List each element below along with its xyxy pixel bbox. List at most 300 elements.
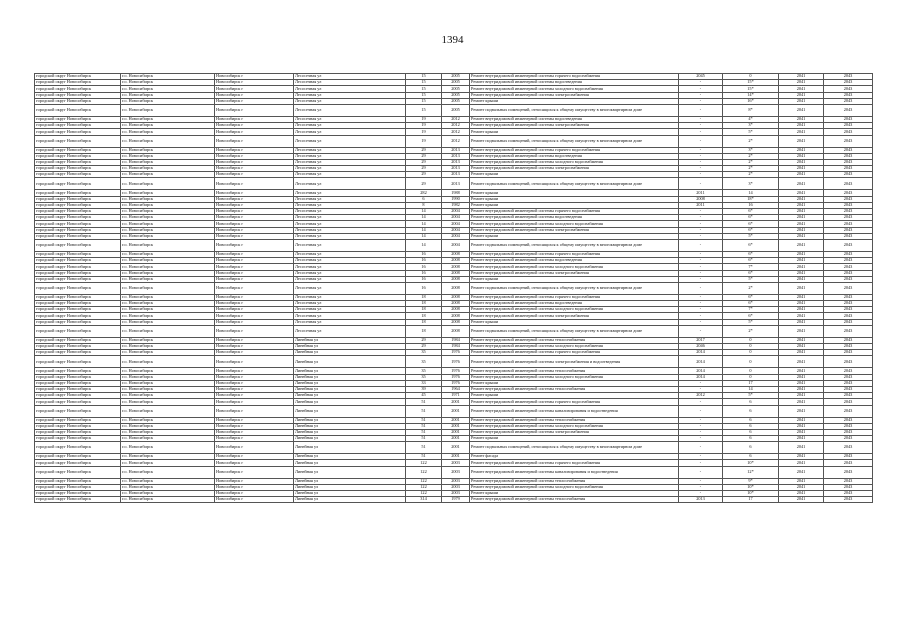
municipality-cell: городской округ Новосибирск xyxy=(35,491,121,497)
district-cell: г.о. Новосибирск xyxy=(121,319,215,325)
district-cell: г.о. Новосибирск xyxy=(121,405,215,417)
wear-cell: 16 xyxy=(723,202,779,208)
settlement-cell: Новосибирск г xyxy=(215,319,294,325)
plan-start-cell: 2041 xyxy=(779,442,824,454)
municipality-cell: городской округ Новосибирск xyxy=(35,166,121,172)
settlement-cell: Новосибирск г xyxy=(215,478,294,484)
work-type-cell: Ремонт внутридомовой инженерной системы электроснабжения xyxy=(470,123,679,129)
settlement-cell: Новосибирск г xyxy=(215,393,294,399)
plan-start-cell: 2041 xyxy=(779,202,824,208)
municipality-cell: городской округ Новосибирск xyxy=(35,233,121,239)
plan-start-cell: 2041 xyxy=(779,221,824,227)
district-cell: г.о. Новосибирск xyxy=(121,153,215,159)
work-type-cell: Ремонт внутридомовой инженерной системы горячего водоснабжения xyxy=(470,399,679,405)
house-number-cell: 29 xyxy=(406,172,442,178)
district-cell: г.о. Новосибирск xyxy=(121,393,215,399)
street-cell: Лесосечная ул xyxy=(294,74,406,80)
plan-end-cell: 2043 xyxy=(824,178,873,190)
wear-cell: 2* xyxy=(723,325,779,337)
street-cell: Линейная ул xyxy=(294,436,406,442)
wear-cell: 0 xyxy=(723,350,779,356)
municipality-cell: городской округ Новосибирск xyxy=(35,307,121,313)
house-number-cell: 29 xyxy=(406,147,442,153)
street-cell: Лесосечная ул xyxy=(294,159,406,165)
plan-start-cell: 2041 xyxy=(779,251,824,257)
settlement-cell: Новосибирск г xyxy=(215,491,294,497)
street-cell: Лесосечная ул xyxy=(294,166,406,172)
last-repair-year-cell: - xyxy=(679,209,723,215)
work-type-cell: Ремонт внутридомовой инженерной системы теплоснабжения xyxy=(470,497,679,503)
plan-end-cell: 2043 xyxy=(824,227,873,233)
district-cell: г.о. Новосибирск xyxy=(121,215,215,221)
wear-cell: 10* xyxy=(723,484,779,490)
last-repair-year-cell: - xyxy=(679,153,723,159)
build-year-cell: 2013 xyxy=(442,159,470,165)
plan-end-cell: 2043 xyxy=(824,251,873,257)
plan-start-cell: 2041 xyxy=(779,80,824,86)
plan-start-cell: 2041 xyxy=(779,233,824,239)
street-cell: Лесосечная ул xyxy=(294,270,406,276)
table-row xyxy=(35,282,873,294)
street-cell: Лесосечная ул xyxy=(294,92,406,98)
wear-cell: 12* xyxy=(723,466,779,478)
settlement-cell: Новосибирск г xyxy=(215,337,294,343)
municipality-cell: городской округ Новосибирск xyxy=(35,172,121,178)
plan-start-cell: 2041 xyxy=(779,178,824,190)
settlement-cell: Новосибирск г xyxy=(215,307,294,313)
settlement-cell: Новосибирск г xyxy=(215,215,294,221)
wear-cell: 7* xyxy=(723,307,779,313)
street-cell: Линейная ул xyxy=(294,368,406,374)
plan-end-cell: 2043 xyxy=(824,368,873,374)
plan-start-cell: 2041 xyxy=(779,423,824,429)
wear-cell: 10* xyxy=(723,491,779,497)
house-number-cell: 15 xyxy=(406,92,442,98)
plan-start-cell: 2041 xyxy=(779,264,824,270)
plan-end-cell: 2043 xyxy=(824,307,873,313)
work-type-cell: Ремонт внутридомовой инженерной системы электроснабжения xyxy=(470,166,679,172)
plan-start-cell: 2041 xyxy=(779,344,824,350)
work-type-cell: Ремонт подвальных помещений, относящихся к общему имуществу в многоквартирном доме xyxy=(470,282,679,294)
last-repair-year-cell: 2014 xyxy=(679,356,723,368)
wear-cell: 17 xyxy=(723,497,779,503)
house-number-cell: 51 xyxy=(406,399,442,405)
street-cell: Лесосечная ул xyxy=(294,209,406,215)
wear-cell: 14* xyxy=(723,92,779,98)
build-year-cell: 2001 xyxy=(442,436,470,442)
street-cell: Линейная ул xyxy=(294,417,406,423)
house-number-cell: 122 xyxy=(406,460,442,466)
street-cell: Лесосечная ул xyxy=(294,147,406,153)
wear-cell: 6* xyxy=(723,251,779,257)
settlement-cell: Новосибирск г xyxy=(215,454,294,460)
build-year-cell: 2004 xyxy=(442,209,470,215)
house-number-cell: 122 xyxy=(406,491,442,497)
municipality-cell: городской округ Новосибирск xyxy=(35,380,121,386)
settlement-cell: Новосибирск г xyxy=(215,221,294,227)
settlement-cell: Новосибирск г xyxy=(215,301,294,307)
table-row xyxy=(35,325,873,337)
house-number-cell: 29 xyxy=(406,337,442,343)
plan-start-cell: 2041 xyxy=(779,166,824,172)
plan-start-cell: 2041 xyxy=(779,497,824,503)
work-type-cell: Ремонт внутридомовой инженерной системы водоотведения xyxy=(470,215,679,221)
municipality-cell: городской округ Новосибирск xyxy=(35,215,121,221)
district-cell: г.о. Новосибирск xyxy=(121,325,215,337)
wear-cell: 2* xyxy=(723,159,779,165)
build-year-cell: 1984 xyxy=(442,344,470,350)
district-cell: г.о. Новосибирск xyxy=(121,98,215,104)
municipality-cell: городской округ Новосибирск xyxy=(35,178,121,190)
street-cell: Лесосечная ул xyxy=(294,104,406,116)
last-repair-year-cell: - xyxy=(679,307,723,313)
work-type-cell: Ремонт внутридомовой инженерной системы теплоснабжения xyxy=(470,337,679,343)
house-number-cell: 18 xyxy=(406,301,442,307)
wear-cell: 5* xyxy=(723,276,779,282)
municipality-cell: городской округ Новосибирск xyxy=(35,159,121,165)
wear-cell: 17 xyxy=(723,380,779,386)
house-number-cell: 16 xyxy=(406,276,442,282)
build-year-cell: 1982 xyxy=(442,202,470,208)
build-year-cell: 1976 xyxy=(442,374,470,380)
plan-end-cell: 2043 xyxy=(824,294,873,300)
municipality-cell: городской округ Новосибирск xyxy=(35,374,121,380)
settlement-cell: Новосибирск г xyxy=(215,276,294,282)
work-type-cell: Ремонт крыши xyxy=(470,98,679,104)
street-cell: Лесосечная ул xyxy=(294,251,406,257)
street-cell: Лесосечная ул xyxy=(294,239,406,251)
wear-cell: 5* xyxy=(723,393,779,399)
house-number-cell: 314 xyxy=(406,497,442,503)
plan-end-cell: 2043 xyxy=(824,264,873,270)
settlement-cell: Новосибирск г xyxy=(215,227,294,233)
street-cell: Линейная ул xyxy=(294,460,406,466)
build-year-cell: 2012 xyxy=(442,129,470,135)
district-cell: г.о. Новосибирск xyxy=(121,104,215,116)
district-cell: г.о. Новосибирск xyxy=(121,454,215,460)
plan-end-cell: 2043 xyxy=(824,337,873,343)
plan-end-cell: 2043 xyxy=(824,258,873,264)
last-repair-year-cell: - xyxy=(679,129,723,135)
municipality-cell: городской округ Новосибирск xyxy=(35,460,121,466)
street-cell: Лесосечная ул xyxy=(294,301,406,307)
last-repair-year-cell: 2012 xyxy=(679,393,723,399)
repair-schedule-table-wrap xyxy=(34,73,872,503)
wear-cell: 6 xyxy=(723,399,779,405)
plan-start-cell: 2041 xyxy=(779,227,824,233)
last-repair-year-cell: - xyxy=(679,159,723,165)
street-cell: Линейная ул xyxy=(294,405,406,417)
last-repair-year-cell: - xyxy=(679,282,723,294)
plan-start-cell: 2041 xyxy=(779,399,824,405)
wear-cell: 6 xyxy=(723,417,779,423)
build-year-cell: 2004 xyxy=(442,233,470,239)
district-cell: г.о. Новосибирск xyxy=(121,209,215,215)
settlement-cell: Новосибирск г xyxy=(215,209,294,215)
last-repair-year-cell: - xyxy=(679,423,723,429)
house-number-cell: 122 xyxy=(406,484,442,490)
plan-start-cell: 2041 xyxy=(779,86,824,92)
last-repair-year-cell: - xyxy=(679,215,723,221)
municipality-cell: городской округ Новосибирск xyxy=(35,202,121,208)
last-repair-year-cell: - xyxy=(679,399,723,405)
district-cell: г.о. Новосибирск xyxy=(121,436,215,442)
settlement-cell: Новосибирск г xyxy=(215,258,294,264)
municipality-cell: городской округ Новосибирск xyxy=(35,399,121,405)
last-repair-year-cell: - xyxy=(679,276,723,282)
house-number-cell: 18 xyxy=(406,294,442,300)
last-repair-year-cell: - xyxy=(679,135,723,147)
municipality-cell: городской округ Новосибирск xyxy=(35,147,121,153)
work-type-cell: Ремонт крыши xyxy=(470,172,679,178)
district-cell: г.о. Новосибирск xyxy=(121,417,215,423)
municipality-cell: городской округ Новосибирск xyxy=(35,239,121,251)
municipality-cell: городской округ Новосибирск xyxy=(35,436,121,442)
build-year-cell: 1979 xyxy=(442,497,470,503)
municipality-cell: городской округ Новосибирск xyxy=(35,466,121,478)
house-number-cell: 14 xyxy=(406,215,442,221)
plan-start-cell: 2041 xyxy=(779,393,824,399)
house-number-cell: 19 xyxy=(406,129,442,135)
plan-end-cell: 2043 xyxy=(824,356,873,368)
last-repair-year-cell: - xyxy=(679,116,723,122)
build-year-cell: 2003 xyxy=(442,491,470,497)
district-cell: г.о. Новосибирск xyxy=(121,74,215,80)
work-type-cell: Ремонт внутридомовой инженерной системы холодного водоснабжения xyxy=(470,86,679,92)
table-body xyxy=(35,74,873,503)
build-year-cell: 2008 xyxy=(442,319,470,325)
municipality-cell: городской округ Новосибирск xyxy=(35,301,121,307)
street-cell: Лесосечная ул xyxy=(294,80,406,86)
build-year-cell: 2013 xyxy=(442,166,470,172)
build-year-cell: 2008 xyxy=(442,276,470,282)
district-cell: г.о. Новосибирск xyxy=(121,313,215,319)
build-year-cell: 1990 xyxy=(442,196,470,202)
municipality-cell: городской округ Новосибирск xyxy=(35,356,121,368)
build-year-cell: 2005 xyxy=(442,86,470,92)
plan-end-cell: 2043 xyxy=(824,215,873,221)
last-repair-year-cell: - xyxy=(679,301,723,307)
work-type-cell: Ремонт внутридомовой инженерной системы холодного водоснабжения xyxy=(470,484,679,490)
settlement-cell: Новосибирск г xyxy=(215,166,294,172)
build-year-cell: 2013 xyxy=(442,172,470,178)
build-year-cell: 2008 xyxy=(442,264,470,270)
street-cell: Лесосечная ул xyxy=(294,264,406,270)
last-repair-year-cell: - xyxy=(679,258,723,264)
plan-end-cell: 2043 xyxy=(824,497,873,503)
house-number-cell: 16 xyxy=(406,258,442,264)
street-cell: Линейная ул xyxy=(294,466,406,478)
district-cell: г.о. Новосибирск xyxy=(121,350,215,356)
build-year-cell: 2013 xyxy=(442,153,470,159)
work-type-cell: Ремонт внутридомовой инженерной системы холодного водоснабжения xyxy=(470,374,679,380)
build-year-cell: 1964 xyxy=(442,386,470,392)
work-type-cell: Ремонт внутридомовой инженерной системы теплоснабжения xyxy=(470,478,679,484)
municipality-cell: городской округ Новосибирск xyxy=(35,282,121,294)
work-type-cell: Ремонт крыши xyxy=(470,129,679,135)
last-repair-year-cell: - xyxy=(679,454,723,460)
work-type-cell: Ремонт внутридомовой инженерной системы водоотведения xyxy=(470,116,679,122)
municipality-cell: городской округ Новосибирск xyxy=(35,478,121,484)
settlement-cell: Новосибирск г xyxy=(215,270,294,276)
street-cell: Лесосечная ул xyxy=(294,319,406,325)
work-type-cell: Ремонт внутридомовой инженерной системы электроснабжения xyxy=(470,227,679,233)
work-type-cell: Ремонт подвальных помещений, относящихся к общему имуществу в многоквартирном доме xyxy=(470,104,679,116)
district-cell: г.о. Новосибирск xyxy=(121,337,215,343)
street-cell: Лесосечная ул xyxy=(294,172,406,178)
street-cell: Лесосечная ул xyxy=(294,135,406,147)
build-year-cell: 1971 xyxy=(442,393,470,399)
street-cell: Лесосечная ул xyxy=(294,313,406,319)
settlement-cell: Новосибирск г xyxy=(215,233,294,239)
municipality-cell: городской округ Новосибирск xyxy=(35,319,121,325)
wear-cell: 6* xyxy=(723,221,779,227)
district-cell: г.о. Новосибирск xyxy=(121,258,215,264)
district-cell: г.о. Новосибирск xyxy=(121,368,215,374)
table-row xyxy=(35,442,873,454)
plan-start-cell: 2041 xyxy=(779,294,824,300)
plan-end-cell: 2043 xyxy=(824,442,873,454)
plan-end-cell: 2043 xyxy=(824,436,873,442)
house-number-cell: 282 xyxy=(406,190,442,196)
settlement-cell: Новосибирск г xyxy=(215,202,294,208)
build-year-cell: 2013 xyxy=(442,178,470,190)
district-cell: г.о. Новосибирск xyxy=(121,80,215,86)
district-cell: г.о. Новосибирск xyxy=(121,172,215,178)
plan-start-cell: 2041 xyxy=(779,270,824,276)
district-cell: г.о. Новосибирск xyxy=(121,282,215,294)
repair-schedule-table xyxy=(34,73,873,503)
last-repair-year-cell: - xyxy=(679,429,723,435)
plan-end-cell: 2043 xyxy=(824,319,873,325)
wear-cell: 2* xyxy=(723,135,779,147)
work-type-cell: Ремонт внутридомовой инженерной системы канализирования и водоотведения xyxy=(470,405,679,417)
municipality-cell: городской округ Новосибирск xyxy=(35,368,121,374)
street-cell: Лесосечная ул xyxy=(294,258,406,264)
street-cell: Линейная ул xyxy=(294,399,406,405)
street-cell: Линейная ул xyxy=(294,423,406,429)
last-repair-year-cell: - xyxy=(679,86,723,92)
house-number-cell: 51 xyxy=(406,436,442,442)
plan-end-cell: 2043 xyxy=(824,147,873,153)
wear-cell: 14 xyxy=(723,386,779,392)
work-type-cell: Ремонт крыши xyxy=(470,491,679,497)
municipality-cell: городской округ Новосибирск xyxy=(35,423,121,429)
house-number-cell: 39 xyxy=(406,386,442,392)
house-number-cell: 51 xyxy=(406,429,442,435)
build-year-cell: 1976 xyxy=(442,356,470,368)
last-repair-year-cell: - xyxy=(679,92,723,98)
street-cell: Линейная ул xyxy=(294,429,406,435)
district-cell: г.о. Новосибирск xyxy=(121,301,215,307)
district-cell: г.о. Новосибирск xyxy=(121,159,215,165)
municipality-cell: городской округ Новосибирск xyxy=(35,417,121,423)
municipality-cell: городской округ Новосибирск xyxy=(35,337,121,343)
house-number-cell: 51 xyxy=(406,423,442,429)
last-repair-year-cell: - xyxy=(679,123,723,129)
district-cell: г.о. Новосибирск xyxy=(121,478,215,484)
wear-cell: 2* xyxy=(723,166,779,172)
wear-cell: 6* xyxy=(723,239,779,251)
build-year-cell: 2005 xyxy=(442,80,470,86)
plan-start-cell: 2041 xyxy=(779,172,824,178)
plan-end-cell: 2043 xyxy=(824,123,873,129)
wear-cell: 2* xyxy=(723,172,779,178)
work-type-cell: Ремонт подвальных помещений, относящихся к общему имуществу в многоквартирном доме xyxy=(470,325,679,337)
district-cell: г.о. Новосибирск xyxy=(121,484,215,490)
settlement-cell: Новосибирск г xyxy=(215,135,294,147)
plan-start-cell: 2041 xyxy=(779,98,824,104)
municipality-cell: городской округ Новосибирск xyxy=(35,116,121,122)
district-cell: г.о. Новосибирск xyxy=(121,227,215,233)
settlement-cell: Новосибирск г xyxy=(215,325,294,337)
plan-end-cell: 2043 xyxy=(824,233,873,239)
wear-cell: 6 xyxy=(723,442,779,454)
last-repair-year-cell: - xyxy=(679,270,723,276)
street-cell: Лесосечная ул xyxy=(294,153,406,159)
work-type-cell: Ремонт фасада xyxy=(470,454,679,460)
house-number-cell: 122 xyxy=(406,466,442,478)
house-number-cell: 29 xyxy=(406,159,442,165)
district-cell: г.о. Новосибирск xyxy=(121,344,215,350)
last-repair-year-cell: - xyxy=(679,294,723,300)
plan-end-cell: 2043 xyxy=(824,135,873,147)
house-number-cell: 8 xyxy=(406,202,442,208)
wear-cell: 0 xyxy=(723,74,779,80)
work-type-cell: Ремонт внутридомовой инженерной системы горячего водоснабжения xyxy=(470,350,679,356)
last-repair-year-cell: - xyxy=(679,325,723,337)
street-cell: Лесосечная ул xyxy=(294,116,406,122)
plan-end-cell: 2043 xyxy=(824,344,873,350)
plan-end-cell: 2043 xyxy=(824,74,873,80)
build-year-cell: 2001 xyxy=(442,442,470,454)
plan-end-cell: 2043 xyxy=(824,454,873,460)
municipality-cell: городской округ Новосибирск xyxy=(35,270,121,276)
plan-start-cell: 2041 xyxy=(779,429,824,435)
house-number-cell: 45 xyxy=(406,393,442,399)
house-number-cell: 18 xyxy=(406,313,442,319)
last-repair-year-cell: - xyxy=(679,264,723,270)
street-cell: Линейная ул xyxy=(294,491,406,497)
settlement-cell: Новосибирск г xyxy=(215,74,294,80)
district-cell: г.о. Новосибирск xyxy=(121,399,215,405)
work-type-cell: Ремонт внутридомовой инженерной системы холодного водоснабжения xyxy=(470,344,679,350)
municipality-cell: городской округ Новосибирск xyxy=(35,123,121,129)
settlement-cell: Новосибирск г xyxy=(215,116,294,122)
plan-start-cell: 2041 xyxy=(779,460,824,466)
plan-end-cell: 2043 xyxy=(824,172,873,178)
house-number-cell: 18 xyxy=(406,307,442,313)
district-cell: г.о. Новосибирск xyxy=(121,491,215,497)
last-repair-year-cell: - xyxy=(679,491,723,497)
settlement-cell: Новосибирск г xyxy=(215,380,294,386)
wear-cell: 6* xyxy=(723,258,779,264)
settlement-cell: Новосибирск г xyxy=(215,129,294,135)
work-type-cell: Ремонт внутридомовой инженерной системы электроснабжения xyxy=(470,313,679,319)
wear-cell: 15* xyxy=(723,86,779,92)
work-type-cell: Ремонт внутридомовой инженерной системы горячего водоснабжения xyxy=(470,74,679,80)
municipality-cell: городской округ Новосибирск xyxy=(35,190,121,196)
house-number-cell: 51 xyxy=(406,405,442,417)
work-type-cell: Ремонт крыши xyxy=(470,319,679,325)
house-number-cell: 29 xyxy=(406,166,442,172)
table-row xyxy=(35,497,873,503)
plan-start-cell: 2041 xyxy=(779,123,824,129)
plan-start-cell: 2041 xyxy=(779,135,824,147)
street-cell: Лесосечная ул xyxy=(294,282,406,294)
house-number-cell: 35 xyxy=(406,374,442,380)
district-cell: г.о. Новосибирск xyxy=(121,374,215,380)
